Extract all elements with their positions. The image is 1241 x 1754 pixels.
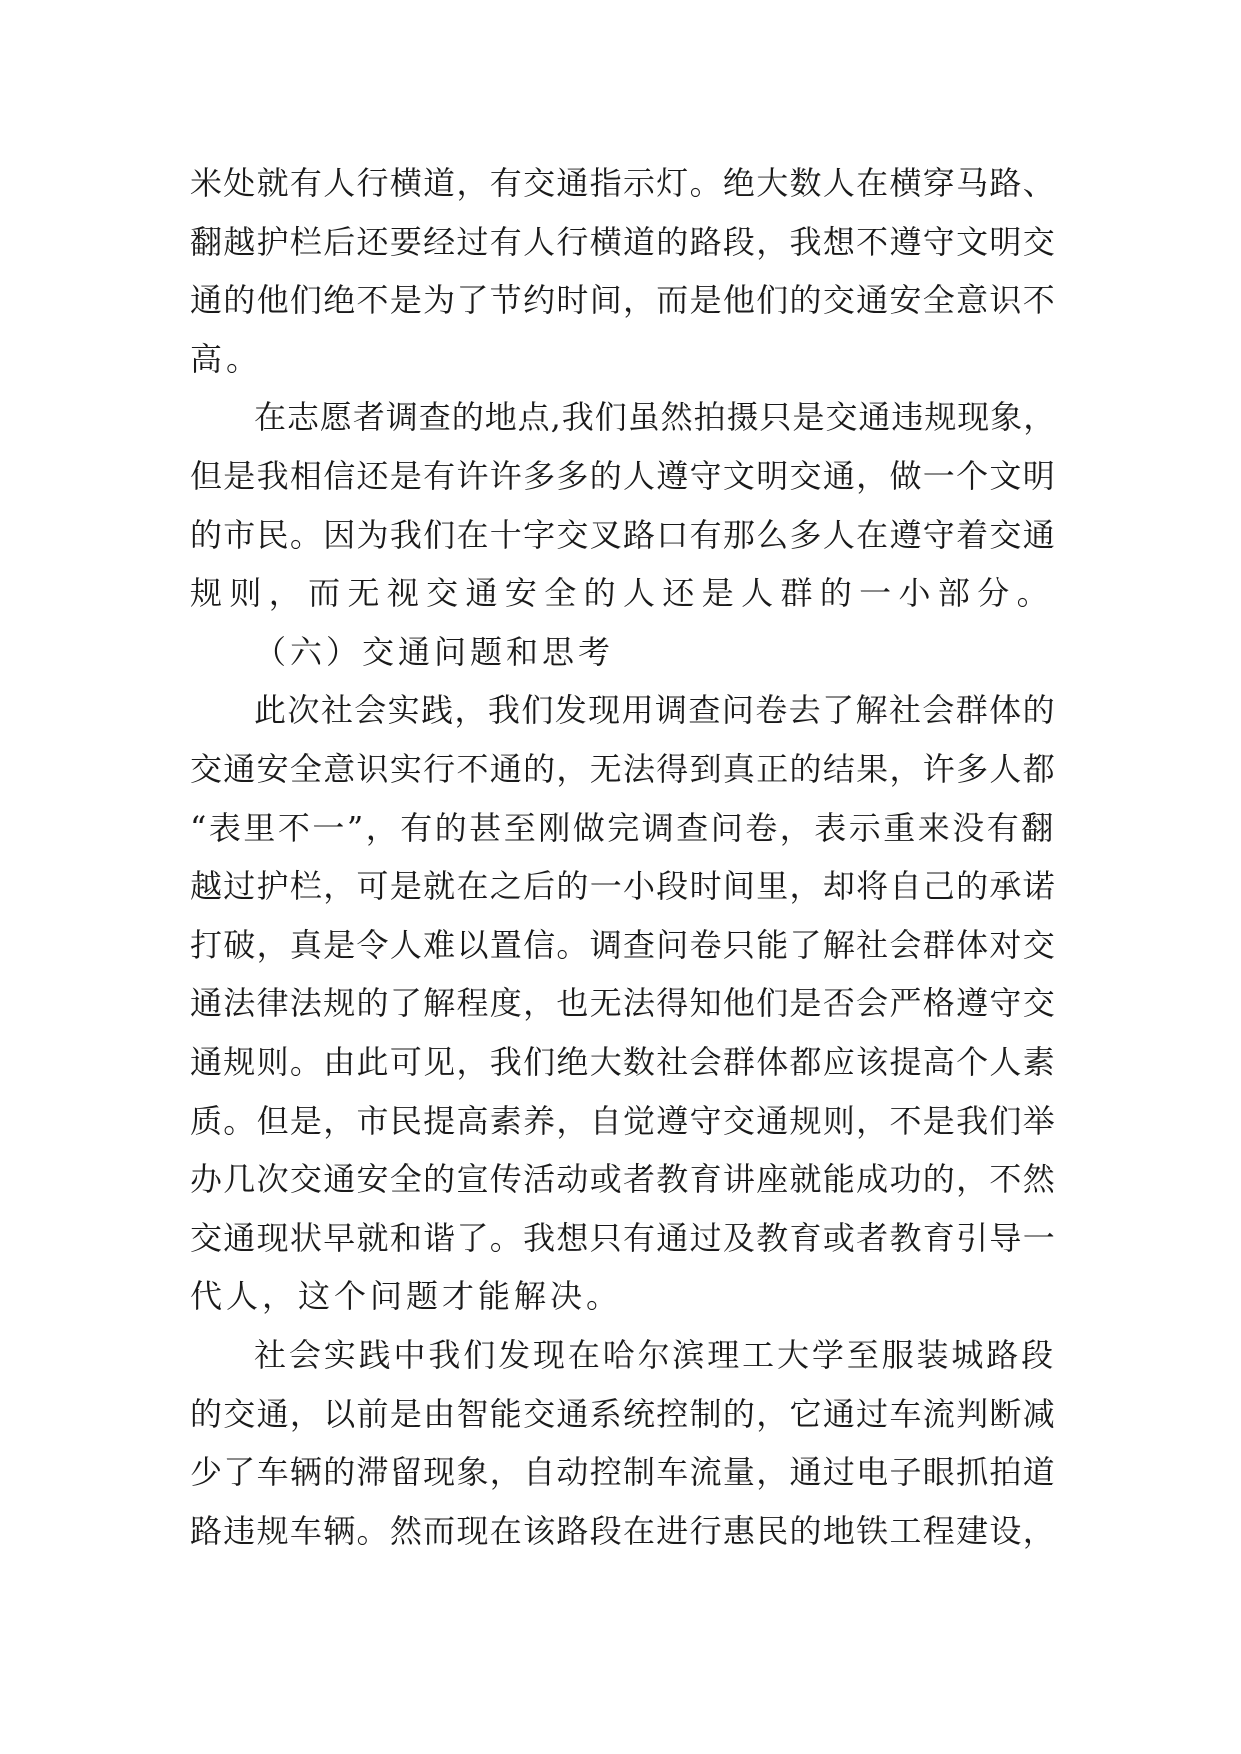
text-line-15: 通法律法规的了解程度，也无法得知他们是否会严格遵守交 <box>190 984 1057 1023</box>
text-line-8: 规则，而无视交通安全的人还是人群的一小部分。 <box>190 574 1057 613</box>
text-line-1: 米处就有人行横道，有交通指示灯。绝大数人在横穿马路、 <box>190 164 1057 202</box>
text-line-23: 少了车辆的滞留现象，自动控制车流量，通过电子眼抓拍道 <box>190 1453 1057 1492</box>
text-line-10: 此次社会实践，我们发现用调查问卷去了解社会群体的 <box>254 691 1057 730</box>
text-line-11: 交通安全意识实行不通的，无法得到真正的结果，许多人都 <box>190 750 1057 788</box>
text-line-12: “表里不一”，有的甚至刚做完调查问卷，表示重来没有翻 <box>190 808 1056 847</box>
text-line-6: 但是我相信还是有许许多多的人遵守文明交通，做一个文明 <box>190 457 1057 495</box>
text-line-4: 高。 <box>190 339 263 378</box>
text-line-14: 打破，真是令人难以置信。调查问卷只能了解社会群体对交 <box>190 925 1057 964</box>
section-heading: （六）交通问题和思考 <box>254 632 615 671</box>
text-line-24: 路违规车辆。然而现在该路段在进行惠民的地铁工程建设， <box>190 1511 1057 1550</box>
text-line-7: 的市民。因为我们在十字交叉路口有那么多人在遵守着交通 <box>190 515 1057 554</box>
text-line-16: 通规则。由此可见，我们绝大数社会群体都应该提高个人素 <box>190 1043 1057 1081</box>
text-line-3: 通的他们绝不是为了节约时间，而是他们的交通安全意识不 <box>190 281 1057 320</box>
text-line-2: 翻越护栏后还要经过有人行横道的路段，我想不遵守文明交 <box>190 222 1057 261</box>
text-line-5: 在志愿者调查的地点,我们虽然拍摄只是交通违规现象， <box>254 398 1057 437</box>
text-line-17: 质。但是，市民提高素养，自觉遵守交通规则，不是我们举 <box>190 1101 1057 1140</box>
text-line-19: 交通现状早就和谐了。我想只有通过及教育或者教育引导一 <box>190 1218 1057 1257</box>
text-line-13: 越过护栏，可是就在之后的一小段时间里，却将自己的承诺 <box>190 867 1057 906</box>
text-line-21: 社会实践中我们发现在哈尔滨理工大学至服装城路段 <box>254 1336 1057 1374</box>
text-line-22: 的交通，以前是由智能交通系统控制的，它通过车流判断减 <box>190 1394 1057 1433</box>
text-line-18: 办几次交通安全的宣传活动或者教育讲座就能成功的，不然 <box>190 1160 1057 1199</box>
text-line-20: 代人，这个问题才能解决。 <box>190 1277 623 1316</box>
